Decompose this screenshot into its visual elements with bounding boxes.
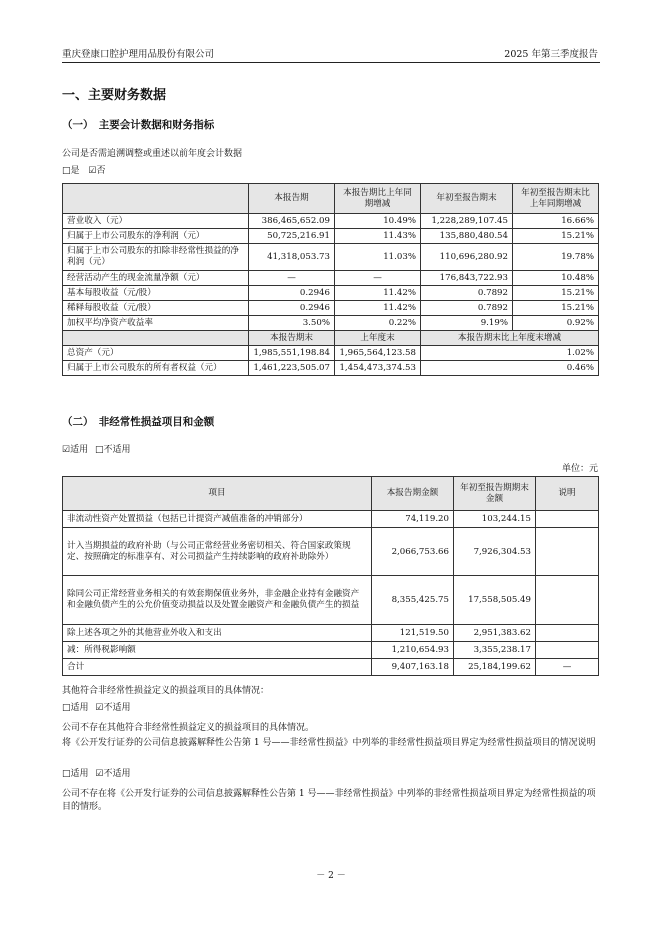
table-cell: 0.2946	[249, 286, 335, 301]
table-row	[63, 642, 599, 659]
column-header: 本报告期金额	[372, 477, 454, 511]
table-cell: 15.21%	[513, 229, 599, 244]
column-header: 上年度末	[335, 331, 421, 346]
non-recurring-items-table	[62, 476, 599, 676]
table-cell: 9.19%	[421, 316, 513, 331]
table-cell: 9,407,163.18	[372, 659, 454, 676]
table-row	[63, 214, 599, 229]
applicable-options-3	[62, 768, 131, 781]
table-row	[63, 528, 599, 576]
column-header	[63, 184, 249, 214]
subsection-title-1: （一） 主要会计数据和财务指标	[62, 119, 215, 131]
row-label: 经营活动产生的现金流量净额（元）	[63, 271, 249, 286]
reclass-text: 公司不存在将《公开发行证券的公司信息披露解释性公告第 1 号——非经常性损益》中列举的非经常性损益项目界定为经常性损益的项目的情形。	[62, 789, 596, 812]
table-cell: 1,454,473,374.53	[335, 361, 421, 376]
table-cell: —	[536, 659, 599, 676]
table-cell	[536, 528, 599, 576]
table-cell: 11.43%	[335, 229, 421, 244]
checkbox-unchecked-icon: □	[62, 166, 71, 176]
table-cell: —	[335, 271, 421, 286]
checkbox-unchecked-icon: □	[62, 703, 71, 713]
table-cell: 1.02%	[421, 346, 599, 361]
table-cell: 1,461,223,505.07	[249, 361, 335, 376]
column-header: 项目	[63, 477, 372, 511]
row-label: 归属于上市公司股东的扣除非经常性损益的净利润（元）	[63, 244, 249, 271]
row-label: 总资产（元）	[63, 346, 249, 361]
table-cell: 11.03%	[335, 244, 421, 271]
row-label: 营业收入（元）	[63, 214, 249, 229]
row-label: 减：所得税影响额	[63, 642, 372, 659]
table-cell: 121,519.50	[372, 625, 454, 642]
row-label: 除同公司正常经营业务相关的有效套期保值业务外，非金融企业持有金融资产和金融负债产生的公允价值变动损益以及处置金融资产和金融负债产生的损益	[63, 576, 372, 625]
row-label: 除上述各项之外的其他营业外收入和支出	[63, 625, 372, 642]
column-header: 年初至报告期期末金额	[454, 477, 536, 511]
table-row	[63, 625, 599, 642]
restate-question: 公司是否需追溯调整或重述以前年度会计数据	[62, 149, 243, 159]
table-cell: 1,985,551,198.84	[249, 346, 335, 361]
table-cell: 110,696,280.92	[421, 244, 513, 271]
table-cell	[536, 576, 599, 625]
row-label: 基本每股收益（元/股）	[63, 286, 249, 301]
table-header-row	[63, 184, 599, 214]
table-cell: 25,184,199.62	[454, 659, 536, 676]
table-cell: 50,725,216.91	[249, 229, 335, 244]
table-row	[63, 271, 599, 286]
option-not-applicable: 不适用	[103, 445, 131, 455]
checkbox-checked-icon: ☑	[95, 703, 104, 713]
header-divider	[62, 62, 600, 63]
other-items-note: 其他符合非经常性损益定义的损益项目的具体情况：	[62, 686, 270, 696]
section-title: 一、主要财务数据	[62, 88, 167, 103]
table-row	[63, 301, 599, 316]
table-row	[63, 511, 599, 528]
table-cell: 11.42%	[335, 301, 421, 316]
table-row	[63, 316, 599, 331]
table-row	[63, 346, 599, 361]
reclass-title: 将《公开发行证券的公司信息披露解释性公告第 1 号——非经常性损益》中列举的非经常性损益项目界定为经常性损益项目的情况说明	[62, 738, 596, 748]
table-cell: 103,244.15	[454, 511, 536, 528]
table-row	[63, 659, 599, 676]
row-label: 归属于上市公司股东的所有者权益（元）	[63, 361, 249, 376]
financial-indicators-table	[62, 183, 599, 376]
table-cell: 1,210,654.93	[372, 642, 454, 659]
table-cell: 10.48%	[513, 271, 599, 286]
table-header-row	[63, 331, 599, 346]
table-row	[63, 576, 599, 625]
table-cell: 135,880,480.54	[421, 229, 513, 244]
other-items-text: 公司不存在其他符合非经常性损益定义的损益项目的具体情况。	[62, 723, 315, 733]
row-label: 归属于上市公司股东的净利润（元）	[63, 229, 249, 244]
table-cell: 1,965,564,123.58	[335, 346, 421, 361]
option-no: 否	[96, 166, 106, 176]
checkbox-unchecked-icon: □	[94, 445, 104, 455]
option-yes: 是	[70, 166, 80, 176]
column-header	[63, 331, 249, 346]
checkbox-checked-icon: ☑	[95, 769, 104, 779]
table-cell	[536, 511, 599, 528]
table-cell: —	[249, 271, 335, 286]
column-header: 年初至报告期末比上年同期增减	[513, 184, 599, 214]
unit-label: 单位：元	[561, 464, 598, 474]
column-header: 年初至报告期末	[421, 184, 513, 214]
table-cell: 0.46%	[421, 361, 599, 376]
table-cell: 0.92%	[513, 316, 599, 331]
table-cell: 16.66%	[513, 214, 599, 229]
row-label: 合计	[63, 659, 372, 676]
table-row	[63, 244, 599, 271]
header-report-title: 2025 年第三季度报告	[504, 49, 598, 60]
table-cell: 19.78%	[513, 244, 599, 271]
table-cell: 74,119.20	[372, 511, 454, 528]
row-label: 加权平均净资产收益率	[63, 316, 249, 331]
table-cell: 0.7892	[421, 286, 513, 301]
row-label: 非流动性资产处置损益（包括已计提资产减值准备的冲销部分）	[63, 511, 372, 528]
table-cell: 176,843,722.93	[421, 271, 513, 286]
table-cell: 11.42%	[335, 286, 421, 301]
table-row	[63, 286, 599, 301]
column-header: 本报告期末	[249, 331, 335, 346]
table-cell: 7,926,304.53	[454, 528, 536, 576]
table-cell: 15.21%	[513, 301, 599, 316]
header-company: 重庆登康口腔护理用品股份有限公司	[62, 49, 215, 60]
table-cell: 41,318,053.73	[249, 244, 335, 271]
restate-options	[62, 165, 106, 178]
table-cell	[536, 642, 599, 659]
table-cell: 17,558,505.49	[454, 576, 536, 625]
table-cell: 2,066,753.66	[372, 528, 454, 576]
page-number: － 2 －	[316, 871, 346, 881]
option-not-applicable: 不适用	[103, 769, 131, 779]
row-label: 计入当期损益的政府补助（与公司正常经营业务密切相关、符合国家政策规定、按照确定的标准享有、对公司损益产生持续影响的政府补助除外）	[63, 528, 372, 576]
column-header: 本报告期末比上年度末增减	[421, 331, 599, 346]
table-cell: 8,355,425.75	[372, 576, 454, 625]
table-row	[63, 229, 599, 244]
applicable-options-1	[62, 444, 131, 457]
table-cell: 3,355,238.17	[454, 642, 536, 659]
option-applicable: 适用	[70, 445, 89, 455]
table-cell: 0.22%	[335, 316, 421, 331]
table-cell: 1,228,289,107.45	[421, 214, 513, 229]
table-row	[63, 361, 599, 376]
table-cell: 2,951,383.62	[454, 625, 536, 642]
column-header: 本报告期	[249, 184, 335, 214]
checkbox-checked-icon: ☑	[62, 445, 71, 455]
subsection-title-2: （二） 非经常性损益项目和金额	[62, 416, 215, 428]
column-header: 本报告期比上年同期增减	[335, 184, 421, 214]
table-cell: 10.49%	[335, 214, 421, 229]
option-not-applicable: 不适用	[103, 703, 131, 713]
table-cell: 15.21%	[513, 286, 599, 301]
row-label: 稀释每股收益（元/股）	[63, 301, 249, 316]
table-cell	[536, 625, 599, 642]
table-header-row	[63, 477, 599, 511]
checkbox-checked-icon: ☑	[88, 166, 97, 176]
column-header: 说明	[536, 477, 599, 511]
option-applicable: 适用	[70, 703, 89, 713]
checkbox-unchecked-icon: □	[62, 769, 71, 779]
option-applicable: 适用	[70, 769, 89, 779]
table-cell: 0.2946	[249, 301, 335, 316]
applicable-options-2	[62, 702, 131, 715]
table-cell: 386,465,652.09	[249, 214, 335, 229]
table-cell: 0.7892	[421, 301, 513, 316]
table-cell: 3.50%	[249, 316, 335, 331]
